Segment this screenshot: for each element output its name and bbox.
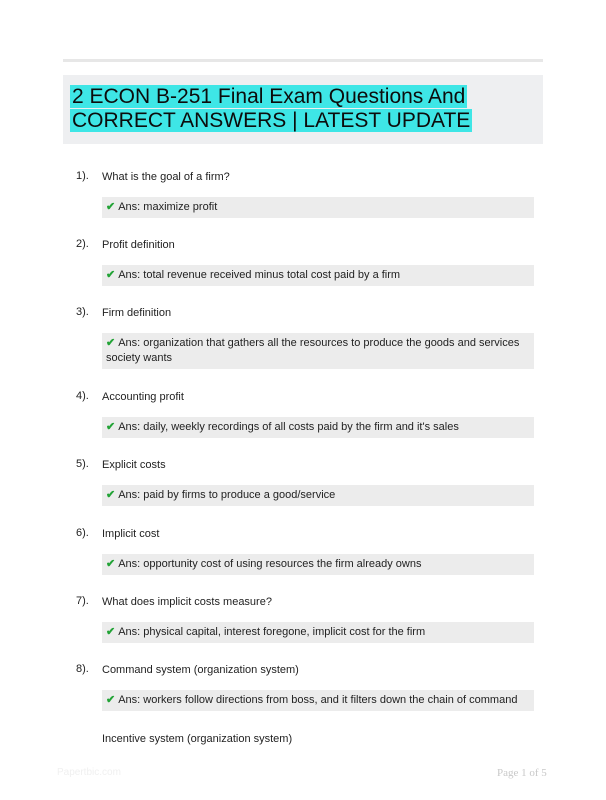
footer-watermark: Papertbic.com bbox=[57, 767, 121, 778]
answer-text: Ans: maximize profit bbox=[118, 201, 218, 213]
question-text: Implicit cost bbox=[102, 528, 160, 540]
page-title-text: 2 ECON B-251 Final Exam Questions And CORRECT ANSWERS | LATEST UPDATE bbox=[72, 85, 471, 132]
checkmark-icon: ✔ bbox=[106, 269, 116, 281]
page-title bbox=[70, 85, 540, 133]
question-text: Command system (organization system) bbox=[102, 664, 299, 676]
answer-box bbox=[102, 333, 534, 369]
answer-box bbox=[102, 265, 534, 286]
question-number: 3). bbox=[76, 306, 89, 318]
question-number: 7). bbox=[76, 595, 89, 607]
answer-box bbox=[102, 417, 534, 438]
answer-text: Ans: total revenue received minus total cost paid by a firm bbox=[118, 269, 401, 281]
answer-box bbox=[102, 622, 534, 643]
checkmark-icon: ✔ bbox=[106, 626, 116, 638]
question-text: Accounting profit bbox=[102, 391, 184, 403]
answer-text: Ans: daily, weekly recordings of all costs paid by the firm and it's sales bbox=[118, 421, 459, 433]
answer-text: Ans: physical capital, interest foregone, implicit cost for the firm bbox=[118, 626, 426, 638]
question-text: Explicit costs bbox=[102, 459, 166, 471]
answer-box bbox=[102, 485, 534, 506]
question-number: 2). bbox=[76, 238, 89, 250]
page-number: Page 1 of 5 bbox=[497, 767, 547, 779]
answer-text: Ans: opportunity cost of using resources the firm already owns bbox=[118, 558, 422, 570]
answer-box bbox=[102, 554, 534, 575]
answer-box bbox=[102, 197, 534, 218]
checkmark-icon: ✔ bbox=[106, 337, 116, 349]
checkmark-icon: ✔ bbox=[106, 558, 116, 570]
top-divider bbox=[63, 59, 543, 62]
question-text: What does implicit costs measure? bbox=[102, 596, 272, 608]
checkmark-icon: ✔ bbox=[106, 421, 116, 433]
answer-text: Ans: workers follow directions from boss, and it filters down the chain of command bbox=[118, 694, 518, 706]
answer-text: Ans: organization that gathers all the resources to produce the goods and services society wants bbox=[106, 337, 520, 364]
checkmark-icon: ✔ bbox=[106, 694, 116, 706]
question-number: 8). bbox=[76, 663, 89, 675]
checkmark-icon: ✔ bbox=[106, 201, 116, 213]
question-number: 5). bbox=[76, 458, 89, 470]
question-text: Profit definition bbox=[102, 239, 175, 251]
answer-text: Ans: paid by firms to produce a good/service bbox=[118, 489, 336, 501]
question-text: Firm definition bbox=[102, 307, 172, 319]
answer-box bbox=[102, 690, 534, 711]
question-text: What is the goal of a firm? bbox=[102, 171, 230, 183]
question-number: 1). bbox=[76, 170, 89, 182]
question-number: 4). bbox=[76, 390, 89, 402]
question-text: Incentive system (organization system) bbox=[102, 733, 293, 745]
question-number: 6). bbox=[76, 527, 89, 539]
checkmark-icon: ✔ bbox=[106, 489, 116, 501]
